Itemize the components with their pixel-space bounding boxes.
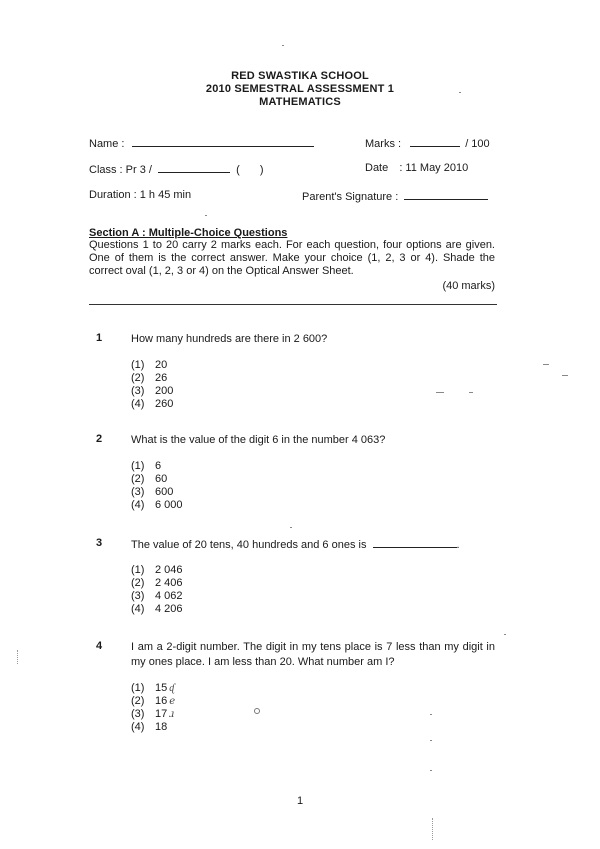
question-number: 1 (96, 332, 103, 344)
option-2[interactable]: (2) 16 e (131, 695, 176, 707)
marks-row (365, 136, 490, 150)
name-label: Name : (89, 138, 125, 150)
question-text: The value of 20 tens, 40 hundreds and 6 ones is . (131, 539, 460, 551)
section-instructions: Questions 1 to 20 carry 2 marks each. For each question, four options are given. One of them is the correct answer. Make your choice (1, 2, 3 or 4). Shade the correct oval (1, 2, 3 or 4) on the Optical Answer Sheet. (89, 239, 495, 277)
subject-title: MATHEMATICS (259, 96, 341, 108)
handwritten-mark: e (169, 696, 176, 707)
scan-speck (430, 740, 432, 741)
scan-speck (469, 392, 473, 393)
class-row (89, 162, 264, 176)
class-label: Class : Pr 3 / (89, 164, 152, 176)
options (131, 564, 183, 616)
option-1[interactable]: (1) 6 (131, 460, 162, 472)
scan-speck (562, 375, 568, 376)
question-number: 2 (96, 433, 103, 445)
option-4[interactable]: (4) 18 (131, 721, 168, 733)
section-title: Section A : Multiple-Choice Questions (89, 227, 288, 239)
scan-speck (432, 818, 434, 840)
option-4[interactable]: (4) 6 000 (131, 499, 183, 511)
section-marks: (40 marks) (442, 280, 495, 292)
option-2[interactable]: (2) 26 (131, 372, 168, 384)
date-label: Date (365, 162, 389, 174)
scan-speck (430, 770, 432, 771)
question-number: 4 (96, 640, 103, 652)
option-1[interactable]: (1) 2 046 (131, 564, 183, 576)
scan-speck (17, 650, 19, 664)
option-3[interactable]: (3) 4 062 (131, 590, 183, 602)
option-2[interactable]: (2) 2 406 (131, 577, 183, 589)
date-row (365, 162, 468, 174)
school-name: RED SWASTIKA SCHOOL (231, 70, 369, 82)
option-4[interactable]: (4) 4 206 (131, 603, 183, 615)
page-number: 1 (296, 795, 304, 807)
options (131, 682, 175, 734)
question-text: How many hundreds are there in 2 600? (131, 333, 328, 345)
class-paren-open: ( (236, 164, 240, 176)
name-blank[interactable] (132, 136, 314, 147)
section-divider (89, 304, 497, 305)
class-paren-close: ) (259, 164, 264, 176)
scan-speck (282, 45, 284, 46)
option-1[interactable]: (1) 15 ᶑ (131, 682, 175, 694)
signature-blank[interactable] (404, 189, 488, 200)
marks-blank[interactable] (410, 136, 460, 147)
scan-speck (430, 714, 432, 715)
option-3[interactable]: (3) 200 (131, 385, 174, 397)
scan-speck (290, 527, 292, 528)
scan-speck (504, 634, 506, 635)
handwritten-mark: ɹ (169, 709, 175, 720)
option-1[interactable]: (1) 20 (131, 359, 168, 371)
option-4[interactable]: (4) 260 (131, 398, 174, 410)
option-2[interactable]: (2) 60 (131, 473, 168, 485)
duration: Duration : 1 h 45 min (89, 189, 192, 201)
question-text: I am a 2-digit number. The digit in my tens place is 7 less than my digit in my ones place. I am less than 20. What number am I? (131, 641, 495, 668)
date-value: : 11 May 2010 (399, 162, 469, 174)
assessment-title: 2010 SEMESTRAL ASSESSMENT 1 (205, 83, 395, 95)
options (131, 359, 173, 411)
scan-speck (459, 92, 461, 93)
answer-blank[interactable] (373, 537, 457, 548)
question-text: What is the value of the digit 6 in the number 4 063? (131, 434, 386, 446)
scan-speck (205, 215, 207, 216)
handwritten-mark: ᶑ (169, 683, 175, 694)
scan-speck (254, 708, 260, 714)
name-row (89, 136, 314, 150)
scan-speck (436, 392, 444, 393)
marks-label: Marks : (365, 138, 402, 150)
class-blank[interactable] (158, 162, 230, 173)
option-3[interactable]: (3) 600 (131, 486, 174, 498)
scan-speck (543, 364, 549, 365)
question-number: 3 (96, 537, 103, 549)
signature-row (302, 189, 488, 203)
marks-total: / 100 (465, 138, 490, 150)
signature-label: Parent's Signature : (302, 191, 399, 203)
option-3[interactable]: (3) 17 ɹ (131, 708, 175, 720)
options (131, 460, 183, 512)
